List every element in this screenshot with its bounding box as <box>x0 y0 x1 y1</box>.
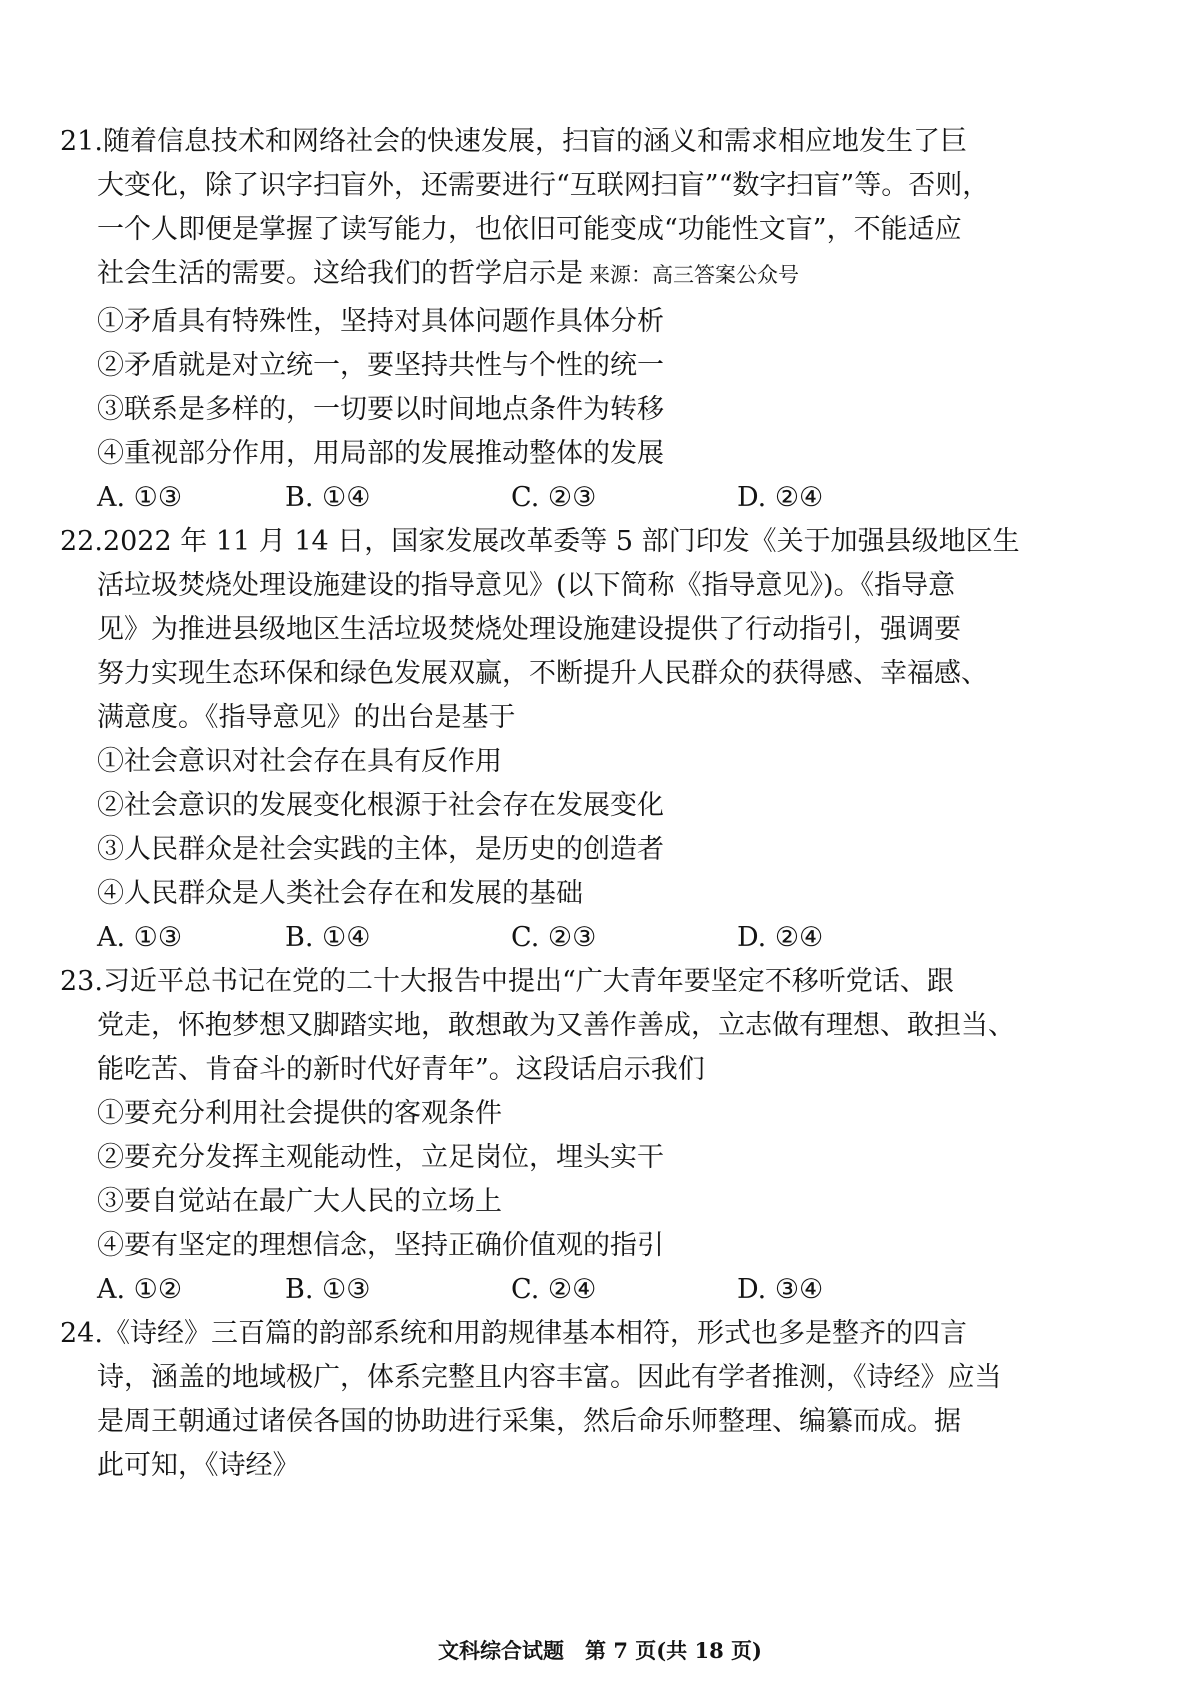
page-footer: 文科综合试题 第 7 页(共 18 页) <box>438 1638 762 1663</box>
source-note: 来源：高三答案公众号 <box>589 263 799 287</box>
statement-item: ③联系是多样的，一切要以时间地点条件为转移 <box>97 394 664 425</box>
stem-line: 习近平总书记在党的二十大报告中提出“广大青年要坚定不移听党话、跟 <box>102 966 954 997</box>
option-c[interactable]: C. ②③ <box>511 922 597 953</box>
answer-options <box>97 1266 997 1314</box>
answer-options <box>97 914 997 962</box>
statement-item: ①要充分利用社会提供的客观条件 <box>97 1098 502 1129</box>
option-d[interactable]: D. ②④ <box>737 482 824 513</box>
stem-line: 《诗经》三百篇的韵部系统和用韵规律基本相符，形式也多是整齐的四言 <box>102 1318 967 1349</box>
statement-item: ③要自觉站在最广大人民的立场上 <box>97 1186 502 1217</box>
option-d[interactable]: D. ③④ <box>737 1274 824 1305</box>
statement-item: ②要充分发挥主观能动性，立足岗位，埋头实干 <box>97 1142 664 1173</box>
stem-line: 诗，涵盖的地域极广，体系完整且内容丰富。因此有学者推测，《诗经》应当 <box>97 1362 1002 1393</box>
option-c[interactable]: C. ②④ <box>511 1274 597 1305</box>
question-23-stem <box>60 958 1040 1006</box>
question-number: 24. <box>60 1318 103 1349</box>
question-number: 23. <box>60 966 103 997</box>
stem-line: 社会生活的需要。这给我们的哲学启示是 来源：高三答案公众号 <box>97 258 799 289</box>
statement-item: ①社会意识对社会存在具有反作用 <box>97 746 502 777</box>
stem-line: 2022 年 11 月 14 日，国家发展改革委等 5 部门印发《关于加强县级地区生 <box>102 526 1020 557</box>
statement-item: ②矛盾就是对立统一，要坚持共性与个性的统一 <box>97 350 664 381</box>
statement-item: ④人民群众是人类社会存在和发展的基础 <box>97 878 583 909</box>
option-d[interactable]: D. ②④ <box>737 922 824 953</box>
option-a[interactable]: A. ①③ <box>97 482 183 513</box>
answer-options <box>97 474 997 522</box>
statement-item: ③人民群众是社会实践的主体，是历史的创造者 <box>97 834 664 865</box>
question-24-stem <box>60 1310 1040 1358</box>
option-b[interactable]: B. ①④ <box>285 922 371 953</box>
option-a[interactable]: A. ①③ <box>97 922 183 953</box>
statement-item: ④重视部分作用，用局部的发展推动整体的发展 <box>97 438 664 469</box>
statement-item: ②社会意识的发展变化根源于社会存在发展变化 <box>97 790 664 821</box>
stem-line: 见》为推进县级地区生活垃圾焚烧处理设施建设提供了行动指引，强调要 <box>97 614 961 645</box>
stem-line: 活垃圾焚烧处理设施建设的指导意见》(以下简称《指导意见》)。《指导意 <box>97 570 956 601</box>
statement-item: ①矛盾具有特殊性，坚持对具体问题作具体分析 <box>97 306 664 337</box>
question-22-stem <box>60 518 1040 566</box>
stem-line: 此可知，《诗经》 <box>97 1450 300 1481</box>
stem-line: 党走，怀抱梦想又脚踏实地，敢想敢为又善作善成，立志做有理想、敢担当、 <box>97 1010 1015 1041</box>
stem-line: 努力实现生态环保和绿色发展双赢，不断提升人民群众的获得感、幸福感、 <box>97 658 988 689</box>
option-b[interactable]: B. ①④ <box>285 482 371 513</box>
stem-line: 随着信息技术和网络社会的快速发展，扫盲的涵义和需求相应地发生了巨 <box>102 126 967 157</box>
stem-line: 是周王朝通过诸侯各国的协助进行采集，然后命乐师整理、编纂而成。据 <box>97 1406 961 1437</box>
stem-line: 一个人即便是掌握了读写能力，也依旧可能变成“功能性文盲”，不能适应 <box>97 214 962 245</box>
question-number: 22. <box>60 526 103 557</box>
question-21-stem <box>60 118 1040 166</box>
question-number: 21. <box>60 126 103 157</box>
stem-line: 能吃苦、肯奋斗的新时代好青年”。这段话启示我们 <box>97 1054 705 1085</box>
statement-item: ④要有坚定的理想信念，坚持正确价值观的指引 <box>97 1230 664 1261</box>
option-c[interactable]: C. ②③ <box>511 482 597 513</box>
option-a[interactable]: A. ①② <box>97 1274 183 1305</box>
option-b[interactable]: B. ①③ <box>285 1274 371 1305</box>
stem-line: 大变化，除了识字扫盲外，还需要进行“互联网扫盲”“数字扫盲”等。否则， <box>97 170 990 201</box>
stem-line: 满意度。《指导意见》的出台是基于 <box>97 702 516 733</box>
